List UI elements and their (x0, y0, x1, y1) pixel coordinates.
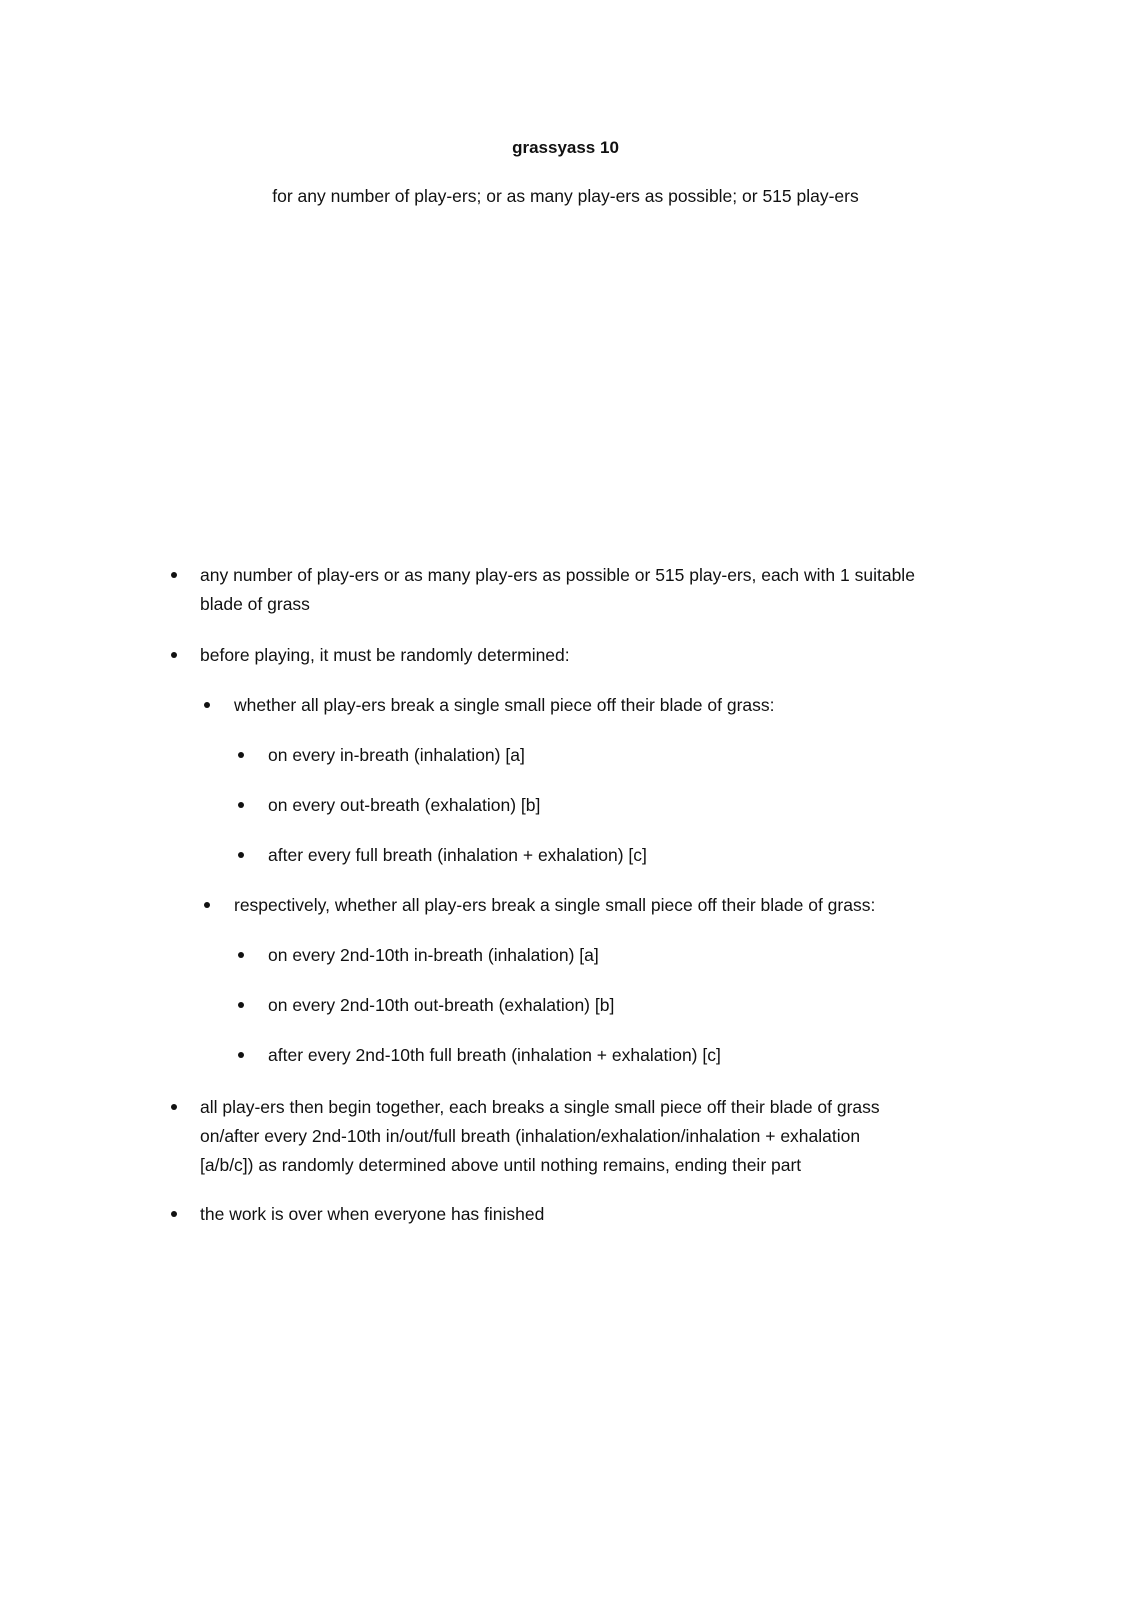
bullet-icon (171, 1104, 177, 1110)
list-item-level-1 (200, 1093, 880, 1180)
list-item-level-3 (268, 1041, 721, 1070)
bullet-icon (171, 652, 177, 658)
list-item-text: respectively, whether all play-ers break a single small piece off their blade of grass: (234, 895, 876, 915)
list-item-text: on every in-breath (inhalation) [a] (268, 745, 525, 765)
list-item-text: on every out-breath (exhalation) [b] (268, 795, 541, 815)
bullet-icon (238, 852, 244, 858)
list-item-level-3 (268, 991, 614, 1020)
list-item-text: [a/b/c]) as randomly determined above until nothing remains, ending their part (200, 1155, 802, 1175)
document-subtitle: for any number of play-ers; or as many play-ers as possible; or 515 play-ers (272, 186, 859, 206)
bullet-icon (238, 1052, 244, 1058)
list-item-level-3 (268, 741, 525, 770)
bullet-icon (171, 1211, 177, 1217)
bullet-icon (204, 702, 210, 708)
list-item-text: the work is over when everyone has finished (200, 1204, 545, 1224)
list-item-text: whether all play-ers break a single small piece off their blade of grass: (234, 695, 775, 715)
list-item-text: after every full breath (inhalation + exhalation) [c] (268, 845, 647, 865)
list-item-level-3 (268, 941, 599, 970)
list-item-text: on/after every 2nd-10th in/out/full breath (inhalation/exhalation/inhalation + exhalation (200, 1126, 861, 1146)
list-item-text: on every 2nd-10th in-breath (inhalation) [a] (268, 945, 599, 965)
list-item-text: on every 2nd-10th out-breath (exhalation) [b] (268, 995, 615, 1015)
bullet-icon (238, 752, 244, 758)
list-item-level-1 (200, 561, 915, 619)
bullet-icon (238, 1002, 244, 1008)
list-item-text: blade of grass (200, 594, 310, 614)
list-item-text: before playing, it must be randomly determined: (200, 645, 570, 665)
list-item-level-1 (200, 641, 570, 670)
list-item-level-3 (268, 791, 540, 820)
list-item-level-3 (268, 841, 647, 870)
list-item-level-2 (234, 691, 775, 720)
bullet-icon (238, 802, 244, 808)
list-item-level-2 (234, 891, 875, 920)
list-item-text: after every 2nd-10th full breath (inhalation + exhalation) [c] (268, 1045, 721, 1065)
list-item-text: any number of play-ers or as many play-ers as possible or 515 play-ers, each with 1 suitable (200, 565, 915, 585)
bullet-icon (171, 572, 177, 578)
list-item-level-1 (200, 1200, 544, 1229)
bullet-icon (238, 952, 244, 958)
document-title: grassyass 10 (512, 138, 619, 157)
bullet-icon (204, 902, 210, 908)
list-item-text: all play-ers then begin together, each breaks a single small piece off their blade of grass (200, 1097, 880, 1117)
